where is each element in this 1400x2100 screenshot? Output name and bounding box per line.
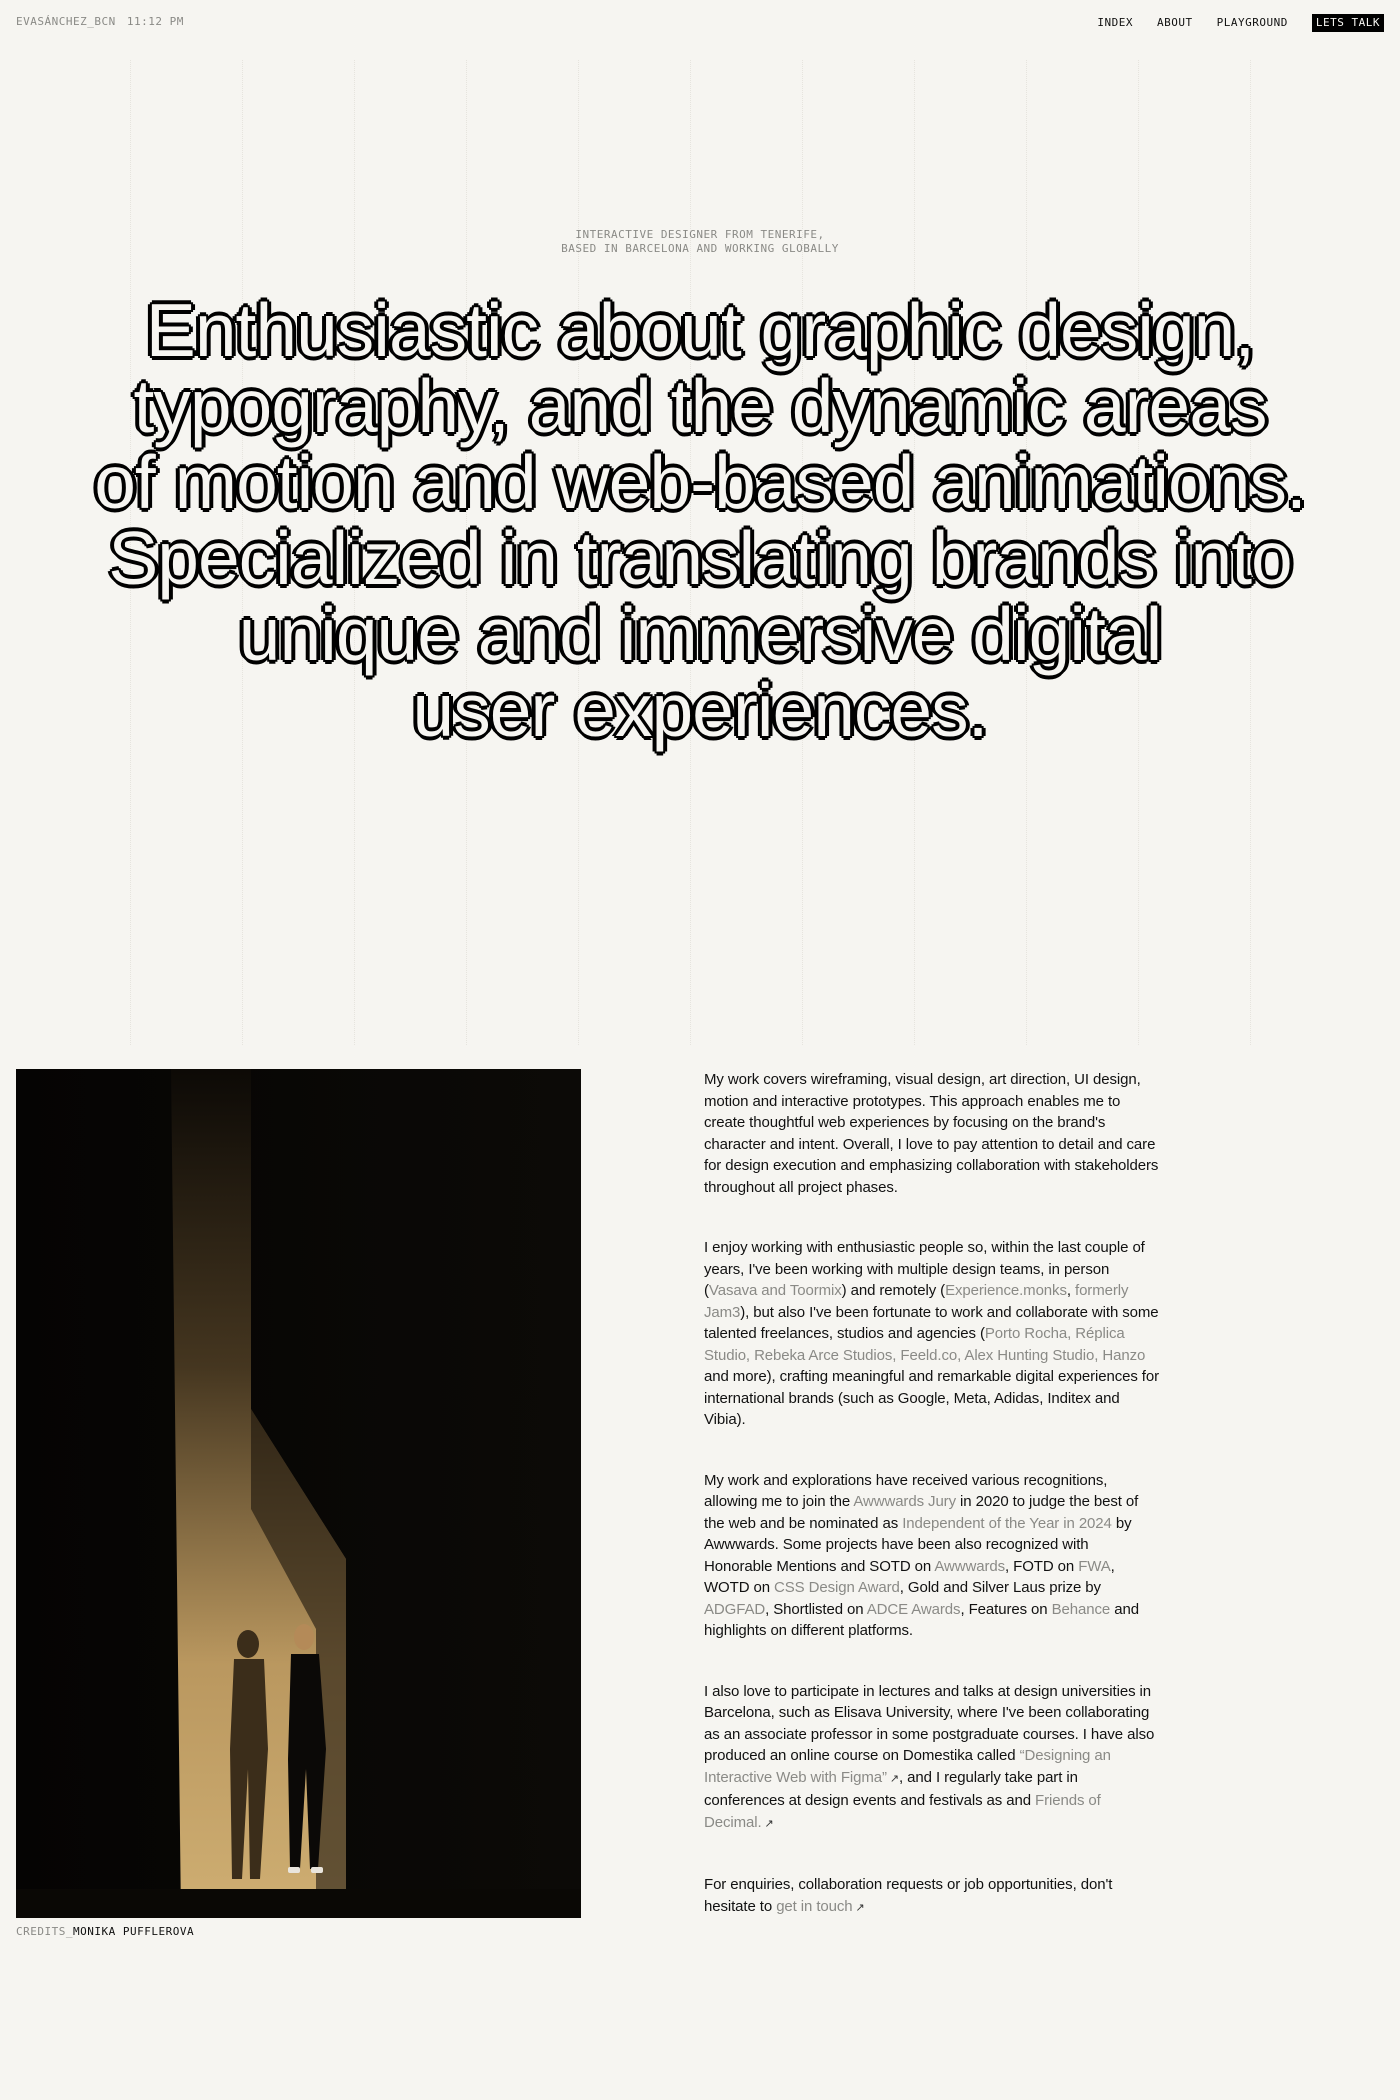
photo-credits bbox=[16, 1925, 194, 1938]
link-css-design-award[interactable]: CSS Design Award bbox=[774, 1579, 900, 1596]
link-adce-awards[interactable]: ADCE Awards bbox=[866, 1600, 961, 1618]
link-behance[interactable]: Behance bbox=[1051, 1600, 1111, 1618]
brand-name[interactable]: EVASÁNCHEZ_BCN bbox=[16, 15, 116, 28]
external-arrow-icon: ↗ bbox=[855, 1901, 865, 1914]
link-friends-of-decimal[interactable]: Friends of Decimal. bbox=[704, 1792, 1101, 1831]
link-get-in-touch[interactable]: get in touch bbox=[776, 1897, 853, 1915]
brand-block bbox=[16, 15, 184, 28]
about-paragraph-3: My work and explorations have received various recognitions, allowing me to join the Awwwards Jury in 2020 to judge the best of the web and be nominated as Independent of the Year in 2024 by Awwwards. Some projects have been also recognized with Honorable Mentions and SOTD on Awwwards, FOTD on FWA, WOTD on CSS Design Award, Gold and Silver Laus prize by ADGFAD, Shortlisted on ADCE Awards, Features on Behance and highlights on different platforms. bbox=[704, 1471, 1139, 1639]
about-paragraph-4: I also love to participate in lectures and talks at design universities in Barcelona, such as Elisava University, where I've been collaborating as an associate professor in some postgraduate courses. I have also produced an online course on Domestika called “Designing an Interactive Web with Figma” ↗, and I regularly take part in conferences at design events and festivals as and Friends of Decimal. ↗ bbox=[704, 1682, 1155, 1831]
portrait-photo bbox=[16, 1069, 581, 1918]
link-jam3[interactable]: formerly Jam3 bbox=[704, 1282, 1129, 1321]
about-paragraph-1: My work covers wireframing, visual design, art direction, UI design, motion and interactive prototypes. This approach enables me to create thoughtful web experiences by focusing on the brand's character and intent. Overall, I love to pay attention to detail and care for design execution and emphasizing collaboration with stakeholders throughout all project phases. bbox=[704, 1071, 1159, 1196]
external-arrow-icon: ↗ bbox=[764, 1817, 774, 1830]
link-awwwards-jury[interactable]: Awwwards Jury bbox=[853, 1493, 956, 1510]
link-vasava-toormix[interactable]: Vasava and Toormix bbox=[708, 1282, 842, 1299]
nav-about[interactable]: ABOUT bbox=[1157, 16, 1193, 29]
hero-line: Enthusiastic about graphic design, bbox=[145, 288, 1255, 372]
hero-statement bbox=[60, 288, 1340, 752]
local-time: 11:12 PM bbox=[126, 15, 184, 28]
link-independent-of-year[interactable]: Independent of the Year in 2024 bbox=[902, 1514, 1112, 1532]
hero-line: unique and immersive digital bbox=[238, 592, 1162, 676]
intro-line-2: BASED IN BARCELONA AND WORKING GLOBALLY bbox=[561, 242, 839, 255]
credits-name: MONIKA PUFFLEROVA bbox=[72, 1925, 195, 1938]
hero-line: of motion and web-based animations. bbox=[94, 440, 1306, 524]
link-fwa[interactable]: FWA bbox=[1078, 1557, 1111, 1575]
about-text bbox=[704, 1069, 1159, 1958]
link-awwwards[interactable]: Awwwards bbox=[934, 1557, 1005, 1575]
link-adgfad[interactable]: ADGFAD bbox=[704, 1600, 766, 1618]
hero-line: typography, and the dynamic areas bbox=[133, 364, 1267, 448]
credits-label: CREDITS_ bbox=[16, 1925, 73, 1938]
link-experience-monks[interactable]: Experience.monks bbox=[945, 1282, 1067, 1299]
hero-line: user experiences. bbox=[412, 668, 988, 752]
link-domestika-course[interactable]: “Designing an Interactive Web with Figma” bbox=[704, 1747, 1111, 1786]
external-arrow-icon: ↗ bbox=[889, 1772, 900, 1785]
lets-talk-button[interactable]: LETS TALK bbox=[1312, 14, 1384, 32]
hero-line: Specialized in translating brands into bbox=[108, 516, 1292, 600]
link-studios-list[interactable]: Porto Rocha, Réplica Studio, Rebeka Arce Studios, Feeld.co, Alex Hunting Studio, Hanzo bbox=[704, 1325, 1146, 1364]
nav-index[interactable]: INDEX bbox=[1097, 16, 1134, 29]
about-paragraph-2: I enjoy working with enthusiastic people so, within the last couple of years, I've been working with multiple design teams, in person (Vasava and Toormix) and remotely (Experience.monks, formerly Jam3), but also I've been fortunate to work and collaborate with some talented freelances, studios and agencies (Porto Rocha, Réplica Studio, Rebeka Arce Studios, Feeld.co, Alex Hunting Studio, Hanzo and more), crafting meaningful and remarkable digital experiences for international brands (such as Google, Meta, Adidas, Inditex and Vibia). bbox=[704, 1239, 1160, 1428]
nav-playground[interactable]: PLAYGROUND bbox=[1216, 16, 1288, 29]
intro-line-1: INTERACTIVE DESIGNER FROM TENERIFE, bbox=[575, 228, 825, 241]
about-paragraph-5: For enquiries, collaboration requests or job opportunities, don't hesitate to get in touch ↗ bbox=[704, 1876, 1113, 1915]
top-bar bbox=[16, 14, 1384, 34]
intro-tagline bbox=[0, 228, 1400, 256]
main-nav bbox=[1073, 14, 1384, 32]
